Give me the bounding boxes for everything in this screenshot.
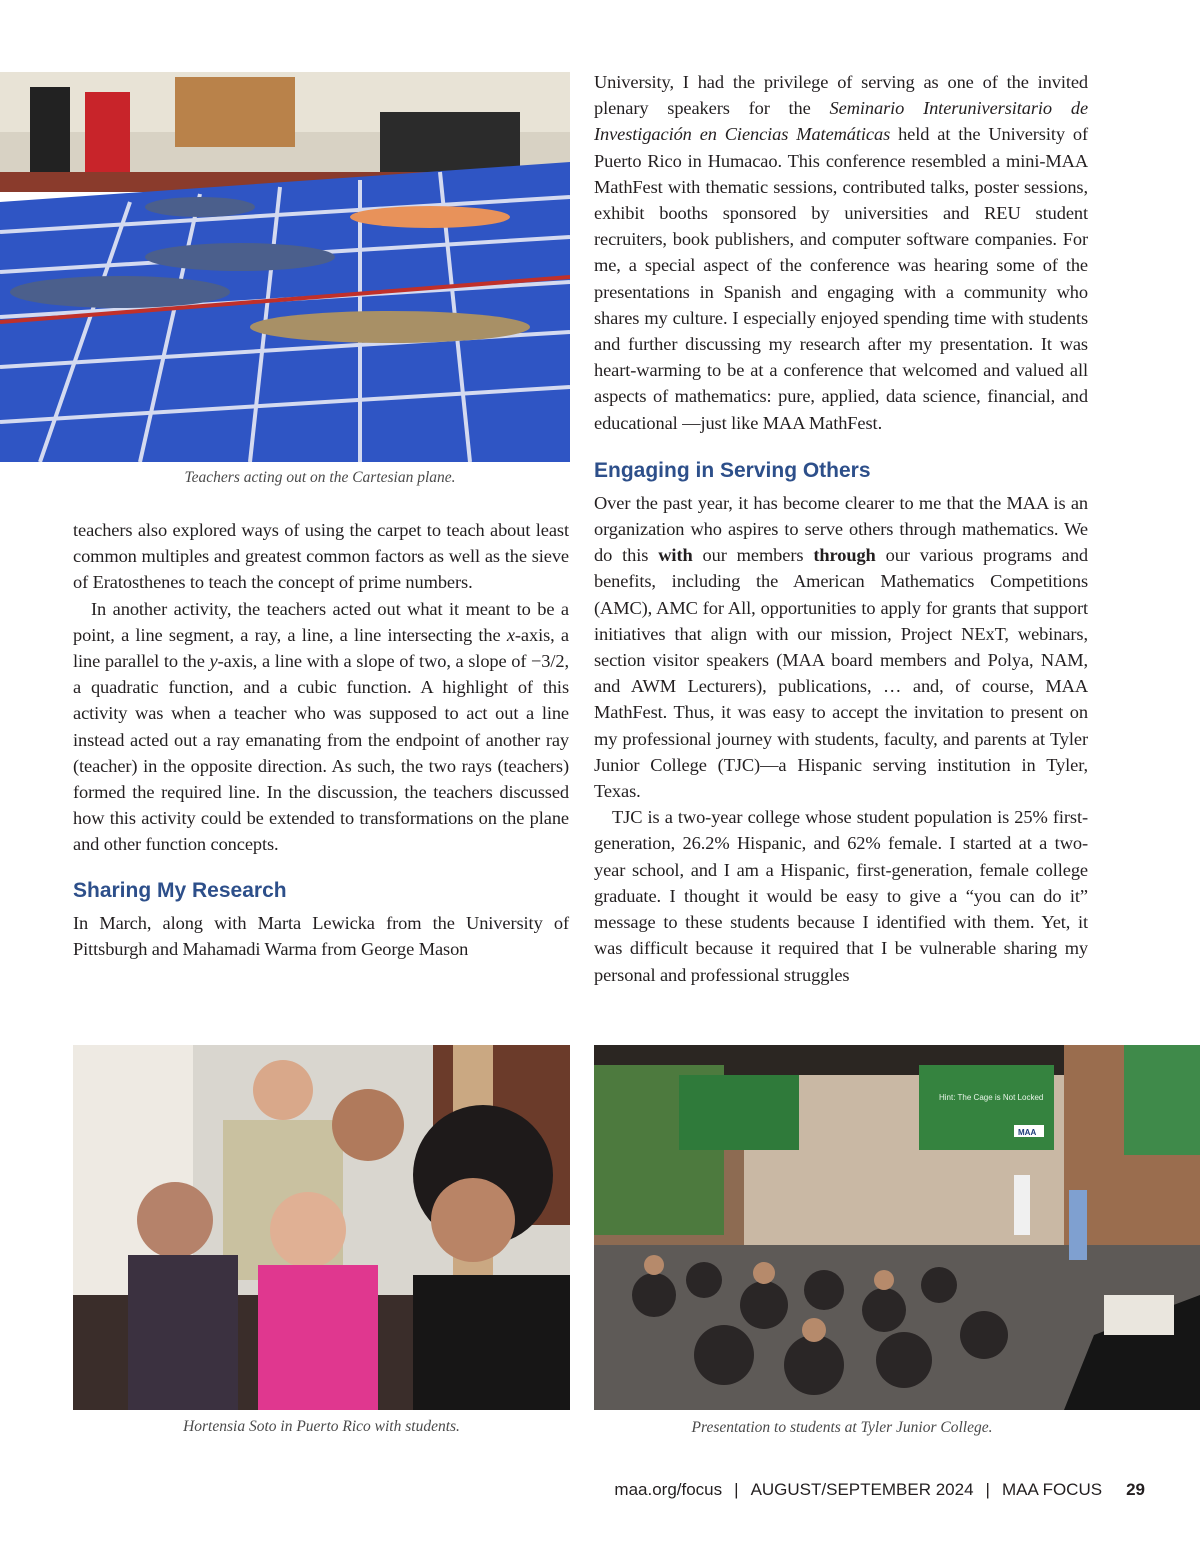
section-heading-serving: Engaging in Serving Others [594, 458, 871, 482]
tjc-photo-caption: Presentation to students at Tyler Junior College. [691, 1419, 993, 1436]
cartesian-photo-caption: Teachers acting out on the Cartesian plane. [184, 469, 456, 486]
footer-divider: | [985, 1480, 990, 1499]
group-selfie-icon [73, 1045, 570, 1410]
slide-title: Hint: The Cage is Not Locked [939, 1093, 1044, 1102]
footer-divider: | [734, 1480, 739, 1499]
footer-publication: MAA FOCUS [1001, 1480, 1103, 1499]
section-heading-research: Sharing My Research [73, 878, 287, 902]
page-number: 29 [1126, 1480, 1145, 1499]
left-column [73, 517, 569, 962]
right-paragraph-3: TJC is a two-year college whose student population is 25% first-generation, 26.2% Hispanic, and 62% female. I started at a two-year school, and I am a Hispanic, first-generation, female college graduate. I thought it would be easy to give a “you can do it” message to these students because I identified with them. Yet, it was difficult because it required that I be vulnerable sharing my personal and professional struggles [594, 807, 1088, 985]
footer-issue: AUGUST/SEPTEMBER 2024 [750, 1480, 974, 1499]
right-paragraph-2: Over the past year, it has become clearer to me that the MAA is an organization who aspires to serve others through mathematics. We do this with our members through our various programs and benefits, including the American Mathematics Competitions (AMC), AMC for All, opportunities to apply for grants that support initiatives that align with our mission, Project NExT, webinars, section visitor speakers (MAA board members and Polya, NAM, and AWM Lecturers), publications, … and, of course, MAA MathFest. Thus, it was easy to accept the invitation to present on my professional journey with students, faculty, and parents at Tyler Junior College (TJC)—a Hispanic serving institution in Tyler, Texas. [594, 492, 1089, 802]
right-column [594, 69, 1088, 988]
puerto-rico-photo [73, 1045, 570, 1410]
left-paragraph-3: In March, along with Marta Lewicka from the University of Pittsburgh and Mahamadi Warma from George Mason [73, 912, 569, 959]
puerto-rico-photo-caption: Hortensia Soto in Puerto Rico with students. [183, 1418, 460, 1435]
tjc-presentation-photo [594, 1045, 1200, 1410]
cartesian-plane-photo [0, 72, 570, 462]
slide-badge: MAA [1018, 1128, 1037, 1137]
right-paragraph-1: University, I had the privilege of serving as one of the invited plenary speakers for the Seminario Interuniversitario de Investigación en Ciencias Matemáticas held at the University of Puerto Rico in Humacao. This conference resembled a mini-MAA MathFest with thematic sessions, contributed talks, poster sessions, exhibit booths sponsored by universities and REU student recruiters, book publishers, and computer software companies. For me, a special aspect of the conference was hearing some of the presentations in Spanish and engaging with a community who shares my culture. I especially enjoyed spending time with students and further discussing my research after my presentation. It was heart-warming to be at a conference that welcomed and valued all aspects of mathematics: pure, applied, data science, financial, and educational —just like MAA MathFest. [594, 72, 1089, 433]
footer-url: maa.org/focus [614, 1480, 723, 1499]
lecture-hall-audience-icon [594, 1045, 1200, 1410]
page-footer [614, 1480, 1145, 1500]
classroom-floor-grid-icon [0, 72, 570, 462]
left-paragraph-2: In another activity, the teachers acted out what it meant to be a point, a line segment, a ray, a line, a line intersecting the x-axis, a line parallel to the y-axis, a line with a slope of two, a slope of −3/2, a quadratic function, and a cubic function. A highlight of this activity was when a teacher who was supposed to act out a line instead acted out a ray emanating from the endpoint of another ray (teacher) in the opposite direction. As such, the two rays (teachers) formed the required line. In the discussion, the teachers discussed how this activity could be extended to transformations on the plane and other function concepts. [73, 598, 570, 855]
left-paragraph-1: teachers also explored ways of using the carpet to teach about least common multiples and greatest common factors as well as the sieve of Eratosthenes to teach the concept of prime numbers. [73, 520, 569, 593]
